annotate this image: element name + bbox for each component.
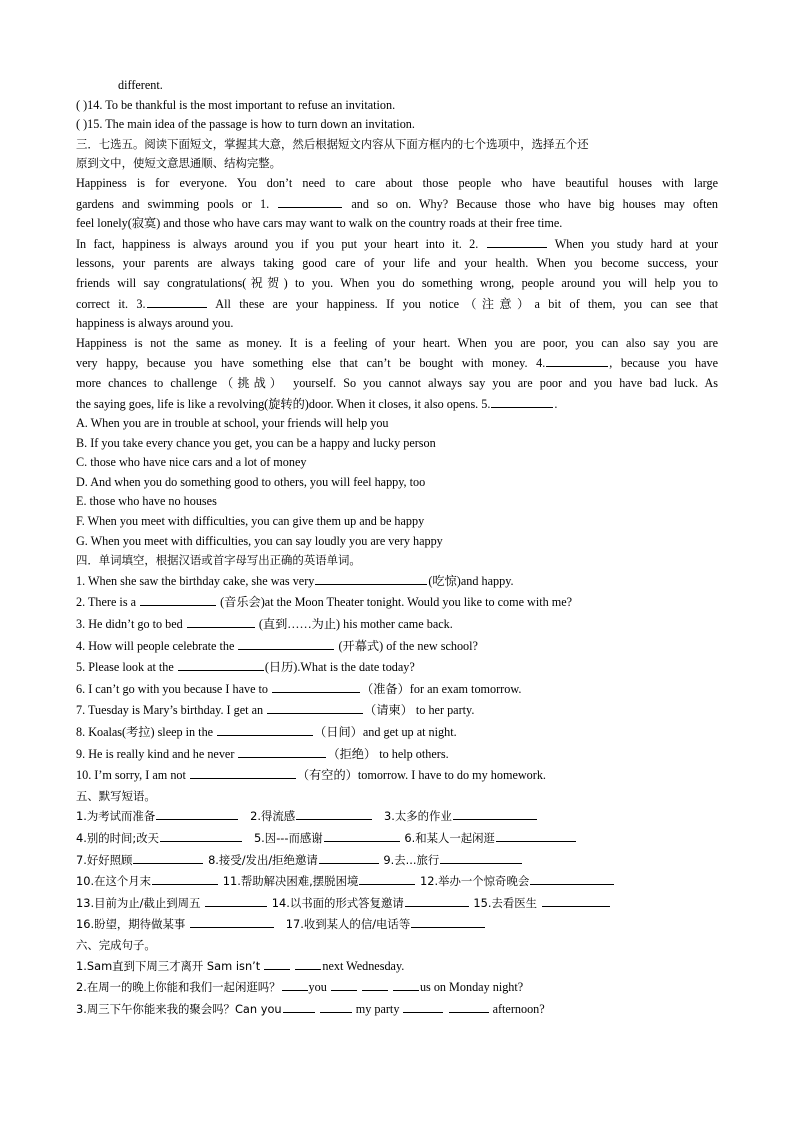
phrase-blank[interactable] xyxy=(152,871,218,885)
option-a: A. When you are in trouble at school, your friends will help you xyxy=(76,416,389,431)
phrase-row: 10.在这个月末 11.帮助解决困难,摆脱困境 12.举办一个惊奇晚会 xyxy=(76,871,718,893)
sentence-1: 1.Sam直到下周三才离开 Sam isn’t next Wednesday. xyxy=(76,956,718,978)
phrase-blank[interactable] xyxy=(496,828,576,842)
sentence-2: 2.在周一的晚上你能和我们一起闲逛吗？ you us on Monday night? xyxy=(76,977,718,999)
word-item: 7. Tuesday is Mary’s birthday. I get an （请柬） to her party. xyxy=(76,700,718,722)
blank-2[interactable] xyxy=(487,234,547,248)
word-blank[interactable] xyxy=(272,679,360,693)
question-15: ( )15. The main idea of the passage is how to turn down an invitation. xyxy=(76,117,415,132)
word-blank[interactable] xyxy=(190,765,296,779)
option-f: F. When you meet with difficulties, you can give them up and be happy xyxy=(76,514,425,529)
passage-line: In fact, happiness is always around you if you put your heart into it. 2. When you study hard at your xyxy=(76,234,718,255)
section-4-heading: 四．单词填空，根据汉语或首字母写出正确的英语单词。 xyxy=(76,553,361,568)
phrase-blank[interactable] xyxy=(190,914,274,928)
options-list xyxy=(76,414,718,551)
word-blank[interactable] xyxy=(267,700,363,714)
section-6 xyxy=(76,936,718,1020)
worksheet-page xyxy=(76,76,718,1020)
option-b: B. If you take every chance you get, you can be a happy and lucky person xyxy=(76,435,436,450)
passage-line: gardens and swimming pools or 1. and so on. Why? Because those who have big houses may often xyxy=(76,194,718,215)
sentence-blank[interactable] xyxy=(449,999,489,1013)
word-blank[interactable] xyxy=(217,722,313,736)
phrase-blank[interactable] xyxy=(405,893,469,907)
passage-line: happiness is always around you. xyxy=(76,316,234,331)
sentence-blank[interactable] xyxy=(320,999,352,1013)
phrase-row: 16.盼望，期待做某事 17.收到某人的信/电话等 xyxy=(76,914,718,936)
word-item: 8. Koalas(考拉) sleep in the （日间）and get up at night. xyxy=(76,722,718,744)
sentence-blank[interactable] xyxy=(331,977,357,991)
phrase-blank[interactable] xyxy=(542,893,610,907)
phrase-blank[interactable] xyxy=(319,850,379,864)
sentence-3: 3.周三下午你能来我的聚会吗？Can you my party afternoon? xyxy=(76,999,718,1021)
passage-line: lessons, your parents are always taking good care of your life and your health. When you become success, your xyxy=(76,256,718,271)
phrase-blank[interactable] xyxy=(324,828,400,842)
option-e: E. those who have no houses xyxy=(76,494,217,509)
option-continuation: different. xyxy=(118,78,163,92)
phrase-blank[interactable] xyxy=(296,806,372,820)
word-blank[interactable] xyxy=(238,744,326,758)
word-blank[interactable] xyxy=(187,614,255,628)
word-item: 4. How will people celebrate the (开幕式) of the new school? xyxy=(76,636,718,658)
section-3 xyxy=(76,135,718,551)
word-item: 1. When she saw the birthday cake, she was very (吃惊)and happy. xyxy=(76,571,718,593)
word-blank[interactable] xyxy=(140,592,216,606)
phrase-blank[interactable] xyxy=(411,914,485,928)
option-d: D. And when you do something good to others, you will feel happy, too xyxy=(76,474,426,489)
section-3-heading-line2: 原到文中，使短文意思通顺、结构完整。 xyxy=(76,156,282,171)
section-3-heading-line1: 三．七选五。阅读下面短文，掌握其大意，然后根据短文内容从下面方框内的七个选项中，选择五个还 xyxy=(76,136,589,151)
word-item: 6. I can’t go with you because I have to （准备）for an exam tomorrow. xyxy=(76,679,718,701)
phrase-row: 1.为考试而准备 2.得流感 3.太多的作业 xyxy=(76,806,718,828)
word-blank[interactable] xyxy=(315,571,427,585)
sentence-blank[interactable] xyxy=(282,977,308,991)
word-item: 5. Please look at the (日历).What is the date today? xyxy=(76,657,718,679)
question-14: ( )14. To be thankful is the most important to refuse an invitation. xyxy=(76,97,396,112)
phrase-blank[interactable] xyxy=(359,871,415,885)
sentence-blank[interactable] xyxy=(295,956,321,970)
passage-line: Happiness is not the same as money. It is a feeling of your heart. When you are poor, you can also say you are xyxy=(76,335,718,350)
word-item: 9. He is really kind and he never （拒绝） to help others. xyxy=(76,744,718,766)
phrase-blank[interactable] xyxy=(440,850,522,864)
option-g: G. When you meet with difficulties, you can say loudly you are very happy xyxy=(76,533,443,548)
blank-1[interactable] xyxy=(278,194,342,208)
section-6-heading: 六、完成句子。 xyxy=(76,937,156,952)
word-item: 2. There is a (音乐会)at the Moon Theater tonight. Would you like to come with me? xyxy=(76,592,718,614)
option-c: C. those who have nice cars and a lot of money xyxy=(76,455,307,470)
passage-line: feel lonely(寂寞) and those who have cars may want to walk on the country roads at their free time. xyxy=(76,216,563,231)
passage-line: more chances to challenge（挑战） yourself. So you cannot always say you are poor and you have bad luck. As xyxy=(76,375,718,390)
phrase-row: 4.别的时间;改天 5.因---而感谢 6.和某人一起闲逛 xyxy=(76,828,718,850)
sentence-blank[interactable] xyxy=(264,956,290,970)
phrase-blank[interactable] xyxy=(453,806,537,820)
phrase-blank[interactable] xyxy=(133,850,203,864)
passage-line: Happiness is for everyone. You don’t need to care about those people who have beautiful houses with large xyxy=(76,175,718,190)
passage-line: correct it. 3. All these are your happiness. If you notice（注意）a bit of them, you can see that xyxy=(76,294,718,315)
passage-paragraph-1 xyxy=(76,174,718,234)
phrase-row: 7.好好照顾 8.接受/发出/拒绝邀请 9.去...旅行 xyxy=(76,850,718,872)
passage-paragraph-3 xyxy=(76,334,718,414)
blank-3[interactable] xyxy=(147,294,207,308)
phrase-blank[interactable] xyxy=(160,828,242,842)
phrase-blank[interactable] xyxy=(530,871,614,885)
passage-line: the saying goes, life is like a revolving(旋转的)door. When it closes, it also opens. 5. . xyxy=(76,394,718,415)
section-2-tail xyxy=(76,76,718,135)
passage-line: very happy, because you have something else that can’t be bought with money. 4. , because you have xyxy=(76,353,718,374)
sentence-blank[interactable] xyxy=(283,999,315,1013)
passage-line: friends will say congratulations(祝贺) to you. When you do something wrong, people around you will help you to xyxy=(76,275,718,290)
sentence-blank[interactable] xyxy=(403,999,443,1013)
word-blank[interactable] xyxy=(238,636,334,650)
word-blank[interactable] xyxy=(178,657,264,671)
phrase-row: 13.目前为止/截止到周五 14.以书面的形式答复邀请 15.去看医生 xyxy=(76,893,718,915)
word-item: 3. He didn’t go to bed (直到……为止) his mother came back. xyxy=(76,614,718,636)
blank-5[interactable] xyxy=(491,394,553,408)
sentence-blank[interactable] xyxy=(393,977,419,991)
word-item: 10. I’m sorry, I am not （有空的）tomorrow. I have to do my homework. xyxy=(76,765,718,787)
section-4 xyxy=(76,551,718,787)
phrase-blank[interactable] xyxy=(205,893,267,907)
phrase-blank[interactable] xyxy=(156,806,238,820)
section-5-heading: 五、默写短语。 xyxy=(76,788,156,803)
sentence-blank[interactable] xyxy=(362,977,388,991)
section-5 xyxy=(76,787,718,936)
blank-4[interactable] xyxy=(546,353,608,367)
passage-paragraph-2 xyxy=(76,234,718,334)
